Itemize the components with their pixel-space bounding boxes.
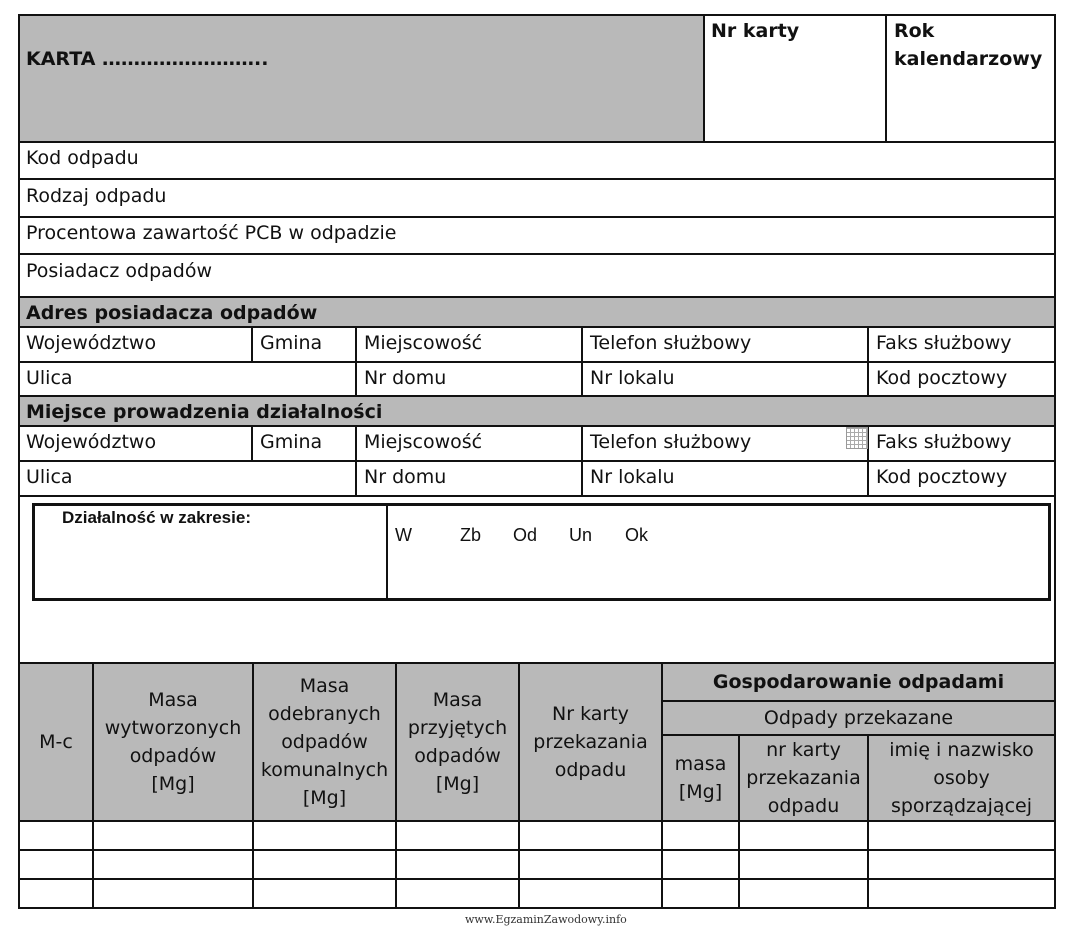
address-fax: Faks służbowy (876, 332, 1012, 354)
transfer-card-number-header (520, 664, 661, 820)
calendar-year-label-2: kalendarzowy (894, 48, 1043, 70)
header-line: odpadu (767, 795, 840, 817)
header-line: przekazania (533, 731, 648, 753)
transferred-waste-header (663, 702, 1054, 734)
scope-divider (386, 503, 388, 601)
activity-apartment-number: Nr lokalu (590, 466, 675, 488)
line (18, 361, 1056, 363)
scope-code-ok: Ok (625, 525, 649, 545)
month-header-text: M-c (39, 731, 73, 753)
line (885, 14, 887, 142)
address-postal-code: Kod pocztowy (876, 367, 1008, 389)
pcb-content-label: Procentowa zawartość PCB w odpadzie (26, 222, 397, 244)
waste-holder-label: Posiadacz odpadów (26, 260, 213, 282)
header-line: Masa (432, 689, 483, 711)
scope-label: Działalność w zakresie: (62, 508, 251, 527)
line (18, 820, 1056, 822)
collected-municipal-mass-header (254, 664, 395, 820)
card-title: KARTA …………………….. (26, 48, 269, 70)
activity-street: Ulica (26, 466, 73, 488)
address-street: Ulica (26, 367, 73, 389)
waste-type-label: Rodzaj odpadu (26, 185, 167, 207)
header-line: Masa (148, 689, 198, 711)
sub-mass-header (663, 736, 738, 820)
waste-management-header (663, 664, 1054, 700)
header-line: odpadu (554, 759, 627, 781)
scope-code-od: Od (513, 525, 538, 545)
month-header (20, 664, 92, 820)
header-line: [Mg] (678, 781, 723, 803)
line (18, 326, 1056, 328)
header-line: nr karty (766, 739, 841, 761)
header-line: odpadów (281, 731, 368, 753)
header-line: przyjętych (407, 717, 508, 739)
line (18, 878, 1056, 880)
header-line: odpadów (129, 745, 217, 767)
activity-phone: Telefon służbowy (590, 431, 752, 453)
header-line: komunalnych (260, 759, 389, 781)
line (251, 425, 253, 461)
line (581, 425, 583, 496)
generated-mass-header (94, 664, 252, 820)
waste-management-text: Gospodarowanie odpadami (712, 671, 1005, 693)
header-line: [Mg] (151, 773, 195, 795)
activity-section-title: Miejsce prowadzenia działalności (26, 401, 383, 423)
accepted-mass-header (397, 664, 518, 820)
address-phone: Telefon służbowy (590, 332, 752, 354)
header-line: Nr karty (552, 703, 629, 725)
scope-code-un: Un (569, 525, 593, 545)
card-number-label: Nr karty (711, 20, 800, 42)
sub-preparer-name-header (869, 736, 1054, 820)
address-locality: Miejscowość (364, 332, 483, 354)
line (18, 296, 1056, 298)
address-voivodeship: Województwo (26, 332, 157, 354)
line (581, 326, 583, 396)
line (355, 326, 357, 396)
qr-code-icon (846, 427, 868, 449)
header-line: [Mg] (435, 773, 480, 795)
line (867, 326, 869, 396)
address-apartment-number: Nr lokalu (590, 367, 675, 389)
waste-code-label: Kod odpadu (26, 147, 139, 169)
header-line: imię i nazwisko (889, 739, 1034, 761)
activity-postal-code: Kod pocztowy (876, 466, 1008, 488)
line (355, 425, 357, 496)
header-line: wytworzonych (104, 717, 242, 739)
calendar-year-label-1: Rok (894, 20, 935, 42)
address-house-number: Nr domu (364, 367, 447, 389)
scope-code-w: W (395, 525, 412, 545)
activity-voivodeship: Województwo (26, 431, 157, 453)
header-line: sporządzającej (890, 795, 1032, 817)
scope-code-zb: Zb (460, 525, 482, 545)
header-line: odpadów (414, 745, 501, 767)
sub-card-number-header (740, 736, 867, 820)
address-section-title: Adres posiadacza odpadów (26, 302, 318, 324)
activity-locality: Miejscowość (364, 431, 483, 453)
line (18, 460, 1056, 462)
line (703, 14, 705, 142)
header-line: Masa (299, 675, 350, 697)
line (18, 395, 1056, 397)
footer-watermark: www.EgzaminZawodowy.info (465, 913, 627, 926)
header-line: [Mg] (302, 787, 347, 809)
line (251, 326, 253, 362)
line (18, 178, 1056, 180)
line (18, 495, 1056, 497)
line (18, 141, 1056, 143)
header-line: przekazania (746, 767, 861, 789)
line (18, 425, 1056, 427)
header-line: osoby (933, 767, 990, 789)
header-line: odebranych (268, 703, 381, 725)
line (18, 253, 1056, 255)
line (18, 216, 1056, 218)
address-commune: Gmina (260, 332, 323, 354)
activity-fax: Faks służbowy (876, 431, 1012, 453)
header-line: masa (674, 753, 727, 775)
transferred-waste-text: Odpady przekazane (763, 707, 954, 729)
activity-commune: Gmina (260, 431, 323, 453)
activity-house-number: Nr domu (364, 466, 447, 488)
line (18, 849, 1056, 851)
